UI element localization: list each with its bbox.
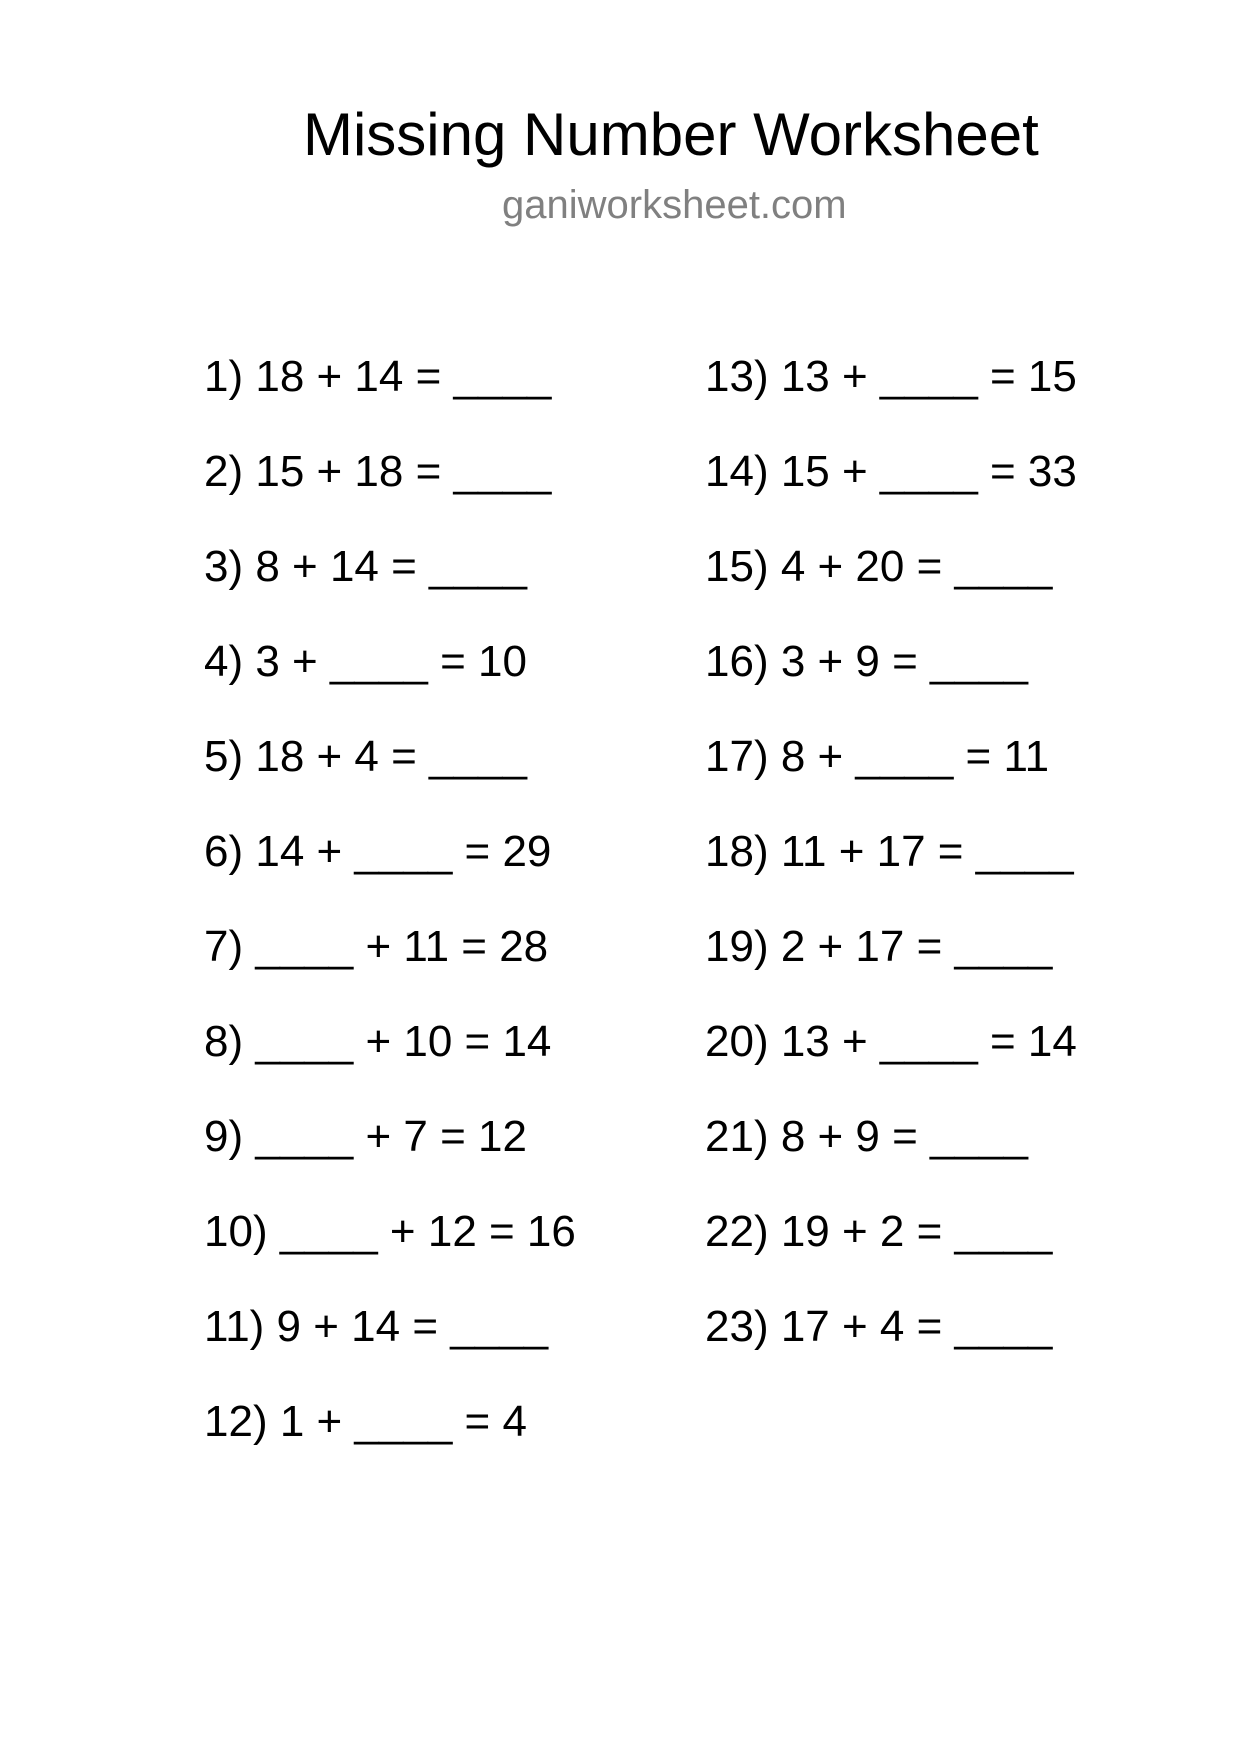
problem-item: 8) ____ + 10 = 14 xyxy=(204,1017,552,1066)
problem-item: 9) ____ + 7 = 12 xyxy=(204,1112,527,1161)
problem-item: 7) ____ + 11 = 28 xyxy=(204,922,549,971)
problem-item: 3) 8 + 14 = ____ xyxy=(204,542,527,591)
problem-item: 14) 15 + ____ = 33 xyxy=(705,447,1077,496)
problem-item: 18) 11 + 17 = ____ xyxy=(705,827,1074,876)
problem-item: 16) 3 + 9 = ____ xyxy=(705,637,1028,686)
problem-item: 10) ____ + 12 = 16 xyxy=(204,1207,576,1256)
page-title: Missing Number Worksheet xyxy=(303,101,1039,168)
problem-item: 13) 13 + ____ = 15 xyxy=(705,352,1077,401)
problem-item: 23) 17 + 4 = ____ xyxy=(705,1302,1053,1351)
problem-item: 17) 8 + ____ = 11 xyxy=(705,732,1050,781)
problem-item: 22) 19 + 2 = ____ xyxy=(705,1207,1053,1256)
problem-item: 21) 8 + 9 = ____ xyxy=(705,1112,1028,1161)
site-watermark: ganiworksheet.com xyxy=(502,183,847,227)
problem-item: 19) 2 + 17 = ____ xyxy=(705,922,1053,971)
problem-item: 5) 18 + 4 = ____ xyxy=(204,732,527,781)
problem-item: 1) 18 + 14 = ____ xyxy=(204,352,552,401)
problem-item: 4) 3 + ____ = 10 xyxy=(204,637,527,686)
problem-item: 15) 4 + 20 = ____ xyxy=(705,542,1053,591)
problem-item: 2) 15 + 18 = ____ xyxy=(204,447,552,496)
problem-item: 6) 14 + ____ = 29 xyxy=(204,827,552,876)
problem-item: 20) 13 + ____ = 14 xyxy=(705,1017,1077,1066)
problem-item: 12) 1 + ____ = 4 xyxy=(204,1397,527,1446)
problem-item: 11) 9 + 14 = ____ xyxy=(204,1302,549,1351)
